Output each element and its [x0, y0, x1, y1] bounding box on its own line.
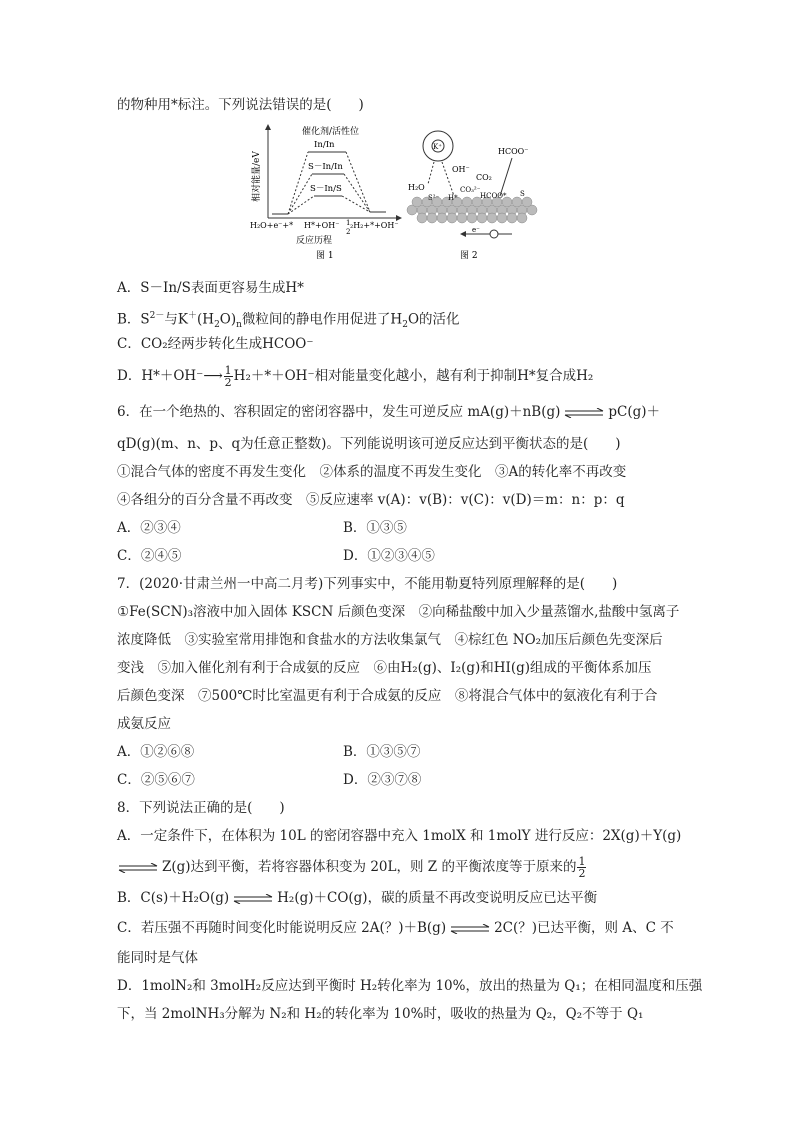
q6-option-c: C．②④⑤ — [117, 548, 182, 564]
fig1-legend-inin: In/In — [314, 140, 335, 150]
fig2-h2o: H₂O — [408, 183, 425, 192]
figure-1-energy-diagram — [250, 122, 410, 262]
fig1-xtick-mid: H*+OH⁻ — [304, 221, 340, 230]
q8-option-a-line1: A．一定条件下，在体积为 10L 的密闭容器中充入 1molX 和 1molY 进行反应：2X(g)＋Y(g) — [117, 828, 682, 844]
fig2-s-right: S — [520, 190, 525, 198]
q6-statements-1: ①混合气体的密度不再发生变化 ②体系的温度不再发生变化 ③A的转化率不再改变 — [117, 464, 627, 480]
q6-option-b: B．①③⑤ — [343, 520, 407, 536]
fig1-legend-sins: S－In/S — [310, 184, 342, 194]
fig2-hcoo-bottom: HCOO* — [480, 192, 507, 200]
q7-text-line4: 变浅 ⑤加入催化剂有利于合成氨的反应 ⑥由H₂(g)、I₂(g)和HI(g)组成的平衡体系加压 — [117, 660, 652, 676]
q6-stem-line1: 6．在一个绝热的、容积固定的密闭容器中，发生可逆反应 mA(g)＋nB(g) pC(g)＋ — [117, 404, 661, 420]
fig1-ylabel: 相对能量/eV — [252, 151, 262, 202]
equilibrium-arrow-icon — [117, 863, 159, 873]
q8-option-c-line1: C．若压强不再随时间变化时能说明反应 2A(？)＋B(g) 2C(？)已达平衡，则 A、C 不 — [117, 920, 674, 936]
fig1-xtick-right-den: 2 — [346, 228, 351, 236]
fig1-xtick-right-num: 1 — [346, 219, 351, 227]
equilibrium-arrow-icon — [563, 408, 605, 418]
q8-option-c-line2: 能同时是气体 — [117, 950, 198, 966]
equilibrium-arrow-icon — [232, 894, 274, 904]
q5-option-c: C．CO₂经两步转化生成HCOO⁻ — [117, 336, 314, 352]
q7-text-line3: 浓度降低 ③实验室常用排饱和食盐水的方法收集氯气 ④棕红色 NO₂加压后颜色先变深后 — [117, 632, 663, 648]
question-intro: 的物种用*标注。下列说法错误的是( ) — [117, 97, 364, 113]
fig1-caption: 图 1 — [316, 251, 334, 261]
q5-option-b: B．$S^{2-}$与$K^+(H_2O)_n$微粒间的静电作用促进了$H_2O$的活化 — [117, 311, 460, 331]
q8-option-b: B．C(s)＋H₂O(g) H₂(g)＋CO(g)，碳的质量不再改变说明反应已达平衡 — [117, 890, 598, 906]
q8-stem: 8．下列说法正确的是( ) — [117, 800, 285, 816]
q7-stem: 7．(2020·甘肃兰州一中高二月考)下列事实中，不能用勒夏特列原理解释的是( ) — [117, 576, 618, 592]
fig1-xtick-right: ₂H₂+*+OH⁻ — [350, 221, 399, 230]
q7-option-a: A．①②⑥⑧ — [117, 744, 195, 760]
fig1-legend-title: 催化剂/活性位 — [302, 127, 360, 137]
fig1-legend-sinin: S－In/In — [308, 162, 343, 172]
equilibrium-arrow-icon — [449, 924, 491, 934]
fig2-hcoo-top: HCOO⁻ — [498, 147, 529, 156]
fig1-xtick-left: H₂O+e⁻+* — [250, 221, 294, 230]
q5-option-d: D．H*＋OH⁻⟶ $\frac{1}{2}$ H₂＋*＋OH⁻相对能量变化越小，越有利于抑制H*复合成H₂ — [117, 364, 594, 389]
fraction-one-half: $\frac{1}{2}$ — [224, 364, 232, 389]
q6-option-a: A．②③④ — [117, 520, 181, 536]
fig2-oh: OH⁻ — [452, 165, 470, 174]
fig2-h: H* — [448, 194, 458, 202]
q7-text-line5: 后颜色变深 ⑦500℃时比室温更有利于合成氨的反应 ⑧将混合气体中的氨液化有利于合 — [117, 688, 658, 704]
fig2-co3: CO₃²⁻ — [460, 186, 481, 194]
q8-option-d-line1: D．1molN₂和 3molH₂反应达到平衡时 H₂转化率为 10%，放出的热量为 Q₁；在相同温度和压强 — [117, 978, 703, 994]
fig2-electron: e⁻ — [472, 226, 480, 234]
q8-option-a-line2: Z(g)达到平衡，若将容器体积变为 20L，则 Z 的平衡浓度等于原来的 $\frac{1}{2}$ — [117, 856, 587, 879]
figure-2-mechanism-diagram — [402, 122, 542, 262]
figure-area — [250, 122, 550, 262]
fig2-co2: CO₂ — [476, 173, 492, 182]
q7-option-d: D．②③⑦⑧ — [343, 772, 422, 788]
q6-statements-2: ④各组分的百分含量不再改变 ⑤反应速率 v(A)：v(B)：v(C)：v(D)＝m：n：p：q — [117, 492, 625, 508]
q6-option-d: D．①②③④⑤ — [343, 548, 435, 564]
q5-option-a: A．S－In/S表面更容易生成H* — [117, 280, 304, 296]
q6-stem-line2: qD(g)(m、n、p、q为任意正整数)。下列能说明该可逆反应达到平衡状态的是( ) — [117, 436, 621, 452]
fig2-caption: 图 2 — [460, 251, 478, 261]
q8-option-d-line2: 下，当 2molNH₃分解为 N₂和 H₂的转化率为 10%时，吸收的热量为 Q₂，Q₂不等于 Q₁ — [117, 1006, 644, 1022]
q7-option-b: B．①③⑤⑦ — [343, 744, 421, 760]
fig2-s: S²⁻ — [428, 194, 440, 202]
q7-text-line6: 成氨反应 — [117, 716, 171, 732]
fig1-xlabel: 反应历程 — [296, 236, 333, 246]
q7-option-c: C．②⑤⑥⑦ — [117, 772, 195, 788]
q7-text-line2: ①Fe(SCN)₃溶液中加入固体 KSCN 后颜色变深 ②向稀盐酸中加入少量蒸馏水,盐酸中氢离子 — [117, 604, 680, 620]
fraction-one-half: $\frac{1}{2}$ — [578, 855, 586, 880]
fig2-k-label: K⁺ — [433, 143, 442, 151]
